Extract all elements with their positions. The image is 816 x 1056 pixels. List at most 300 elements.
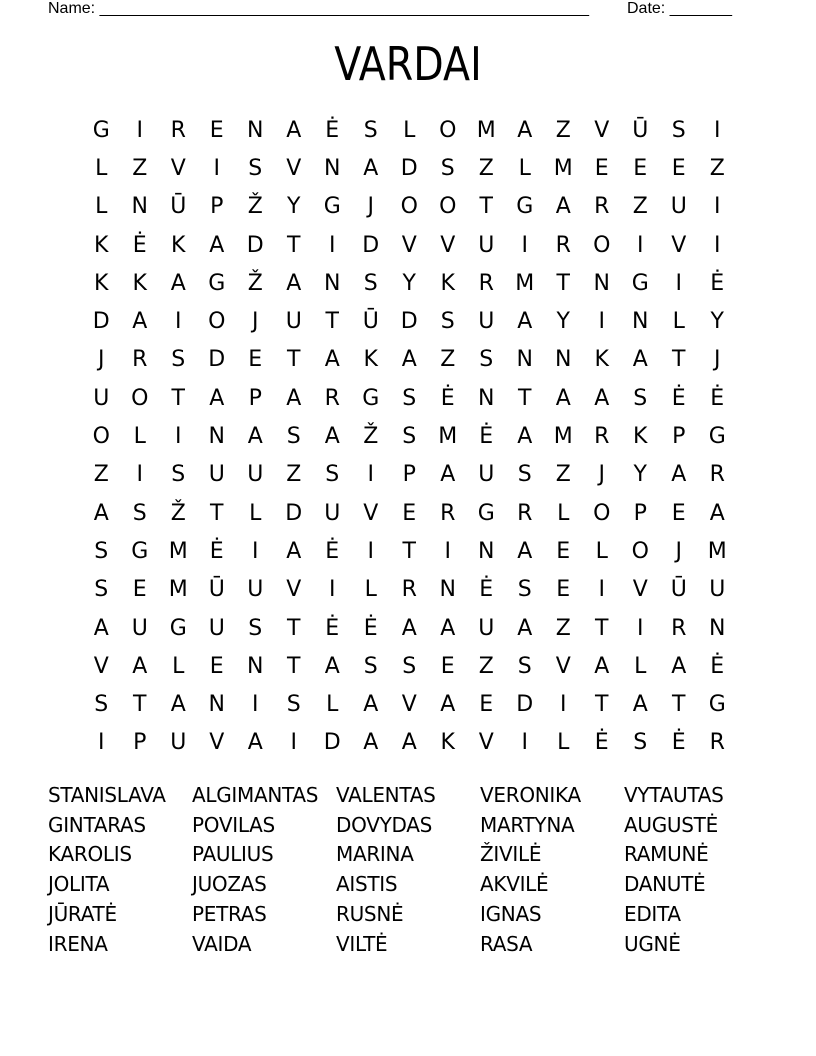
- grid-letter[interactable]: A: [286, 117, 302, 143]
- grid-letter[interactable]: S: [94, 538, 109, 564]
- grid-letter[interactable]: A: [132, 309, 148, 335]
- grid-letter[interactable]: E: [594, 155, 609, 181]
- grid-letter[interactable]: Ė: [710, 385, 725, 411]
- grid-letter[interactable]: T: [479, 194, 493, 220]
- grid-letter[interactable]: Ū: [670, 577, 687, 603]
- grid-letter[interactable]: O: [593, 500, 611, 526]
- grid-letter[interactable]: A: [170, 692, 186, 718]
- grid-letter[interactable]: D: [285, 500, 303, 526]
- grid-letter[interactable]: I: [175, 309, 182, 335]
- grid-letter[interactable]: M: [515, 270, 535, 296]
- grid-letter[interactable]: E: [248, 347, 263, 373]
- grid-letter[interactable]: T: [595, 692, 609, 718]
- grid-letter[interactable]: R: [170, 117, 186, 143]
- grid-letter[interactable]: A: [286, 385, 302, 411]
- grid-letter[interactable]: Ė: [325, 615, 340, 641]
- grid-letter[interactable]: S: [286, 424, 301, 450]
- grid-letter[interactable]: L: [133, 424, 146, 450]
- grid-letter[interactable]: A: [517, 309, 533, 335]
- word-list-item: PETRAS: [192, 902, 267, 927]
- grid-letter[interactable]: U: [247, 462, 264, 488]
- grid-letter[interactable]: P: [248, 385, 262, 411]
- grid-letter[interactable]: I: [367, 538, 374, 564]
- grid-letter[interactable]: R: [517, 500, 533, 526]
- grid-letter[interactable]: V: [93, 653, 109, 679]
- grid-letter[interactable]: R: [132, 347, 148, 373]
- grid-letter[interactable]: M: [707, 538, 727, 564]
- grid-letter[interactable]: Y: [287, 194, 301, 220]
- grid-letter[interactable]: G: [362, 385, 380, 411]
- grid-letter[interactable]: S: [248, 615, 263, 641]
- grid-letter[interactable]: A: [363, 692, 379, 718]
- grid-letter[interactable]: D: [362, 232, 380, 258]
- grid-letter[interactable]: E: [671, 500, 686, 526]
- grid-letter[interactable]: A: [632, 347, 648, 373]
- grid-letter[interactable]: N: [478, 538, 495, 564]
- grid-letter[interactable]: I: [367, 462, 374, 488]
- grid-letter[interactable]: G: [208, 270, 226, 296]
- grid-letter[interactable]: D: [400, 155, 418, 181]
- grid-letter[interactable]: S: [171, 462, 186, 488]
- grid-letter[interactable]: V: [555, 653, 571, 679]
- grid-letter[interactable]: T: [287, 347, 301, 373]
- grid-letter[interactable]: D: [323, 730, 341, 756]
- grid-letter[interactable]: Ū: [632, 117, 649, 143]
- grid-letter[interactable]: A: [440, 692, 456, 718]
- grid-letter[interactable]: R: [709, 462, 725, 488]
- grid-letter[interactable]: I: [714, 232, 721, 258]
- grid-letter[interactable]: A: [555, 194, 571, 220]
- grid-letter[interactable]: O: [131, 385, 149, 411]
- grid-letter[interactable]: T: [287, 653, 301, 679]
- grid-letter[interactable]: A: [209, 385, 225, 411]
- grid-letter[interactable]: T: [287, 615, 301, 641]
- grid-letter[interactable]: U: [478, 232, 495, 258]
- grid-letter[interactable]: N: [555, 347, 572, 373]
- grid-letter[interactable]: A: [594, 653, 610, 679]
- grid-letter[interactable]: S: [363, 653, 378, 679]
- grid-letter[interactable]: S: [671, 117, 686, 143]
- grid-letter[interactable]: I: [329, 232, 336, 258]
- grid-letter[interactable]: M: [438, 424, 458, 450]
- grid-letter[interactable]: Z: [132, 155, 148, 181]
- grid-letter[interactable]: I: [714, 117, 721, 143]
- word-list-item: ALGIMANTAS: [192, 782, 319, 807]
- grid-letter[interactable]: Ė: [363, 615, 378, 641]
- grid-letter[interactable]: R: [594, 194, 610, 220]
- grid-letter[interactable]: A: [247, 730, 263, 756]
- grid-letter[interactable]: P: [210, 194, 224, 220]
- grid-letter[interactable]: A: [440, 462, 456, 488]
- grid-letter[interactable]: V: [632, 577, 648, 603]
- grid-letter[interactable]: J: [675, 538, 682, 564]
- grid-letter[interactable]: A: [93, 500, 109, 526]
- grid-letter[interactable]: D: [208, 347, 226, 373]
- grid-letter[interactable]: S: [402, 653, 417, 679]
- grid-letter[interactable]: A: [324, 347, 340, 373]
- grid-letter[interactable]: A: [401, 347, 417, 373]
- grid-letter[interactable]: T: [595, 615, 609, 641]
- grid-letter[interactable]: L: [172, 653, 185, 679]
- grid-letter[interactable]: O: [208, 309, 226, 335]
- grid-letter[interactable]: N: [131, 194, 148, 220]
- grid-letter[interactable]: M: [168, 577, 188, 603]
- grid-letter[interactable]: K: [94, 270, 109, 296]
- word-list-item: IRENA: [48, 931, 108, 956]
- grid-letter[interactable]: A: [286, 270, 302, 296]
- grid-letter[interactable]: K: [171, 232, 186, 258]
- grid-letter[interactable]: R: [478, 270, 494, 296]
- grid-letter[interactable]: N: [324, 155, 341, 181]
- grid-letter[interactable]: U: [93, 385, 110, 411]
- grid-letter[interactable]: A: [671, 462, 687, 488]
- grid-letter[interactable]: S: [363, 270, 378, 296]
- grid-letter[interactable]: S: [132, 500, 147, 526]
- grid-letter[interactable]: K: [594, 347, 609, 373]
- grid-letter[interactable]: R: [401, 577, 417, 603]
- grid-letter[interactable]: E: [671, 155, 686, 181]
- grid-letter[interactable]: L: [557, 500, 570, 526]
- grid-letter[interactable]: M: [476, 117, 496, 143]
- grid-letter[interactable]: M: [553, 424, 573, 450]
- grid-letter[interactable]: A: [170, 270, 186, 296]
- grid-letter[interactable]: S: [517, 462, 532, 488]
- grid-letter[interactable]: E: [132, 577, 147, 603]
- grid-letter[interactable]: V: [209, 730, 225, 756]
- grid-letter[interactable]: O: [439, 194, 457, 220]
- date-field-label: Date: _______: [627, 0, 732, 17]
- grid-letter[interactable]: Ž: [170, 500, 186, 526]
- grid-letter[interactable]: Y: [402, 270, 416, 296]
- grid-letter[interactable]: E: [402, 500, 417, 526]
- grid-letter[interactable]: A: [324, 424, 340, 450]
- grid-letter[interactable]: U: [131, 615, 148, 641]
- grid-letter[interactable]: L: [634, 653, 647, 679]
- grid-letter[interactable]: S: [633, 385, 648, 411]
- grid-letter[interactable]: Y: [710, 309, 724, 335]
- grid-letter[interactable]: T: [287, 232, 301, 258]
- grid-letter[interactable]: Ž: [247, 194, 263, 220]
- grid-letter[interactable]: J: [367, 194, 374, 220]
- grid-letter[interactable]: I: [252, 538, 259, 564]
- grid-letter[interactable]: U: [478, 462, 495, 488]
- grid-letter[interactable]: V: [286, 577, 302, 603]
- grid-letter[interactable]: G: [708, 692, 726, 718]
- grid-letter[interactable]: S: [171, 347, 186, 373]
- grid-letter[interactable]: G: [323, 194, 341, 220]
- grid-letter[interactable]: G: [92, 117, 110, 143]
- grid-letter[interactable]: R: [324, 385, 340, 411]
- grid-letter[interactable]: L: [403, 117, 416, 143]
- grid-letter[interactable]: Ė: [325, 538, 340, 564]
- grid-letter[interactable]: A: [594, 385, 610, 411]
- grid-letter[interactable]: L: [95, 194, 108, 220]
- grid-letter[interactable]: Z: [440, 347, 456, 373]
- grid-letter[interactable]: Ė: [671, 385, 686, 411]
- grid-letter[interactable]: Ū: [362, 309, 379, 335]
- grid-letter[interactable]: R: [709, 730, 725, 756]
- grid-letter[interactable]: Ė: [710, 653, 725, 679]
- grid-letter[interactable]: M: [168, 538, 188, 564]
- grid-letter[interactable]: A: [440, 615, 456, 641]
- grid-letter[interactable]: L: [595, 538, 608, 564]
- word-list-item: VERONIKA: [480, 782, 581, 807]
- word-list-item: JŪRATĖ: [48, 902, 117, 927]
- grid-letter[interactable]: S: [479, 347, 494, 373]
- grid-letter[interactable]: A: [132, 653, 148, 679]
- grid-letter[interactable]: N: [324, 270, 341, 296]
- grid-letter[interactable]: I: [637, 232, 644, 258]
- grid-letter[interactable]: I: [252, 692, 259, 718]
- grid-letter[interactable]: A: [401, 730, 417, 756]
- grid-letter[interactable]: K: [363, 347, 378, 373]
- grid-letter[interactable]: G: [169, 615, 187, 641]
- grid-letter[interactable]: V: [170, 155, 186, 181]
- grid-letter[interactable]: A: [517, 538, 533, 564]
- grid-letter[interactable]: V: [671, 232, 687, 258]
- grid-letter[interactable]: K: [633, 424, 648, 450]
- grid-letter[interactable]: I: [714, 194, 721, 220]
- grid-letter[interactable]: Y: [633, 462, 647, 488]
- grid-letter[interactable]: E: [479, 692, 494, 718]
- grid-letter[interactable]: Z: [286, 462, 302, 488]
- grid-letter[interactable]: O: [400, 194, 418, 220]
- grid-letter[interactable]: I: [521, 730, 528, 756]
- grid-letter[interactable]: I: [444, 538, 451, 564]
- grid-letter[interactable]: N: [593, 270, 610, 296]
- grid-letter[interactable]: O: [92, 424, 110, 450]
- grid-letter[interactable]: J: [598, 462, 605, 488]
- grid-letter[interactable]: V: [286, 155, 302, 181]
- grid-letter[interactable]: S: [633, 730, 648, 756]
- grid-letter[interactable]: D: [246, 232, 264, 258]
- word-list-item: STANISLAVA: [48, 782, 166, 807]
- grid-letter[interactable]: L: [326, 692, 339, 718]
- grid-letter[interactable]: N: [247, 653, 264, 679]
- grid-letter[interactable]: I: [136, 117, 143, 143]
- grid-letter[interactable]: K: [94, 232, 109, 258]
- grid-letter[interactable]: O: [439, 117, 457, 143]
- grid-letter[interactable]: I: [136, 462, 143, 488]
- grid-letter[interactable]: U: [247, 577, 264, 603]
- grid-letter[interactable]: E: [556, 538, 571, 564]
- grid-letter[interactable]: Ū: [208, 577, 225, 603]
- grid-letter[interactable]: Ž: [247, 270, 263, 296]
- grid-letter[interactable]: A: [363, 730, 379, 756]
- grid-letter[interactable]: A: [517, 117, 533, 143]
- grid-letter[interactable]: U: [709, 577, 726, 603]
- grid-letter[interactable]: L: [518, 155, 531, 181]
- grid-letter[interactable]: L: [672, 309, 685, 335]
- grid-letter[interactable]: E: [209, 117, 224, 143]
- grid-letter[interactable]: P: [402, 462, 416, 488]
- grid-letter[interactable]: I: [175, 424, 182, 450]
- grid-letter[interactable]: A: [209, 232, 225, 258]
- grid-letter[interactable]: Z: [478, 653, 494, 679]
- grid-letter[interactable]: Ė: [479, 577, 494, 603]
- grid-letter[interactable]: U: [285, 309, 302, 335]
- grid-letter[interactable]: R: [440, 500, 456, 526]
- grid-letter[interactable]: E: [633, 155, 648, 181]
- grid-letter[interactable]: I: [675, 270, 682, 296]
- grid-letter[interactable]: U: [478, 309, 495, 335]
- grid-letter[interactable]: A: [709, 500, 725, 526]
- grid-letter[interactable]: S: [517, 577, 532, 603]
- grid-letter[interactable]: J: [98, 347, 105, 373]
- grid-letter[interactable]: A: [401, 615, 417, 641]
- grid-letter[interactable]: A: [93, 615, 109, 641]
- grid-letter[interactable]: I: [290, 730, 297, 756]
- grid-letter[interactable]: J: [714, 347, 721, 373]
- grid-letter[interactable]: T: [672, 692, 686, 718]
- grid-letter[interactable]: S: [440, 155, 455, 181]
- grid-letter[interactable]: G: [131, 538, 149, 564]
- grid-letter[interactable]: N: [208, 692, 225, 718]
- grid-letter[interactable]: S: [402, 385, 417, 411]
- grid-letter[interactable]: A: [286, 538, 302, 564]
- grid-letter[interactable]: P: [133, 730, 147, 756]
- grid-letter[interactable]: Z: [93, 462, 109, 488]
- grid-letter[interactable]: U: [208, 462, 225, 488]
- grid-letter[interactable]: Ė: [440, 385, 455, 411]
- word-list-item: MARINA: [336, 842, 414, 867]
- grid-letter[interactable]: A: [517, 615, 533, 641]
- grid-letter[interactable]: U: [170, 730, 187, 756]
- grid-letter[interactable]: K: [440, 730, 455, 756]
- grid-letter[interactable]: E: [440, 653, 455, 679]
- grid-letter[interactable]: T: [133, 692, 147, 718]
- grid-letter[interactable]: A: [517, 424, 533, 450]
- grid-letter[interactable]: V: [440, 232, 456, 258]
- grid-letter[interactable]: Z: [632, 194, 648, 220]
- grid-letter[interactable]: Y: [556, 309, 570, 335]
- grid-letter[interactable]: Z: [555, 117, 571, 143]
- grid-letter[interactable]: S: [94, 577, 109, 603]
- grid-letter[interactable]: V: [401, 692, 417, 718]
- grid-letter[interactable]: Ė: [594, 730, 609, 756]
- grid-letter[interactable]: L: [557, 730, 570, 756]
- word-list-item: UGNĖ: [624, 931, 681, 956]
- grid-letter[interactable]: Ė: [132, 232, 147, 258]
- grid-letter[interactable]: T: [210, 500, 224, 526]
- grid-letter[interactable]: N: [516, 347, 533, 373]
- grid-letter[interactable]: A: [632, 692, 648, 718]
- grid-letter[interactable]: Z: [555, 462, 571, 488]
- grid-letter[interactable]: I: [560, 692, 567, 718]
- grid-letter[interactable]: I: [329, 577, 336, 603]
- grid-letter[interactable]: E: [556, 577, 571, 603]
- grid-letter[interactable]: R: [555, 232, 571, 258]
- grid-letter[interactable]: M: [553, 155, 573, 181]
- word-list-item: VYTAUTAS: [624, 782, 724, 807]
- grid-letter[interactable]: I: [521, 232, 528, 258]
- grid-letter[interactable]: N: [439, 577, 456, 603]
- grid-letter[interactable]: D: [400, 309, 418, 335]
- grid-letter[interactable]: V: [363, 500, 379, 526]
- grid-letter[interactable]: A: [363, 155, 379, 181]
- grid-letter[interactable]: G: [631, 270, 649, 296]
- grid-letter[interactable]: P: [672, 424, 686, 450]
- grid-letter[interactable]: Z: [555, 615, 571, 641]
- grid-letter[interactable]: Ė: [710, 270, 725, 296]
- grid-letter[interactable]: V: [401, 232, 417, 258]
- grid-letter[interactable]: A: [324, 653, 340, 679]
- grid-letter[interactable]: S: [94, 692, 109, 718]
- grid-letter[interactable]: I: [598, 309, 605, 335]
- grid-letter[interactable]: I: [213, 155, 220, 181]
- grid-letter[interactable]: S: [517, 653, 532, 679]
- grid-letter[interactable]: A: [671, 653, 687, 679]
- grid-letter[interactable]: G: [708, 424, 726, 450]
- grid-letter[interactable]: A: [247, 424, 263, 450]
- grid-letter[interactable]: G: [477, 500, 495, 526]
- grid-letter[interactable]: Ė: [209, 538, 224, 564]
- grid-letter[interactable]: L: [249, 500, 262, 526]
- grid-letter[interactable]: S: [440, 309, 455, 335]
- grid-letter[interactable]: Z: [478, 155, 494, 181]
- grid-letter[interactable]: A: [555, 385, 571, 411]
- grid-letter[interactable]: U: [670, 194, 687, 220]
- grid-letter[interactable]: D: [516, 692, 534, 718]
- grid-letter[interactable]: V: [594, 117, 610, 143]
- grid-letter[interactable]: P: [633, 500, 647, 526]
- grid-letter[interactable]: T: [518, 385, 532, 411]
- grid-letter[interactable]: Ė: [671, 730, 686, 756]
- grid-letter[interactable]: O: [631, 538, 649, 564]
- grid-letter[interactable]: K: [132, 270, 147, 296]
- grid-letter[interactable]: S: [286, 692, 301, 718]
- grid-letter[interactable]: I: [598, 577, 605, 603]
- word-list-item: AISTIS: [336, 872, 398, 897]
- grid-letter[interactable]: Ū: [170, 194, 187, 220]
- grid-letter[interactable]: N: [478, 385, 495, 411]
- grid-letter[interactable]: L: [364, 577, 377, 603]
- grid-letter[interactable]: N: [208, 424, 225, 450]
- grid-letter[interactable]: S: [325, 462, 340, 488]
- grid-letter[interactable]: Ž: [363, 424, 379, 450]
- grid-letter[interactable]: R: [594, 424, 610, 450]
- grid-letter[interactable]: D: [92, 309, 110, 335]
- grid-letter[interactable]: U: [324, 500, 341, 526]
- grid-letter[interactable]: Z: [709, 155, 725, 181]
- grid-letter[interactable]: O: [593, 232, 611, 258]
- grid-letter[interactable]: J: [252, 309, 259, 335]
- grid-letter[interactable]: T: [325, 309, 339, 335]
- grid-letter[interactable]: N: [632, 309, 649, 335]
- grid-letter[interactable]: Ė: [479, 424, 494, 450]
- grid-letter[interactable]: I: [637, 615, 644, 641]
- grid-letter[interactable]: S: [248, 155, 263, 181]
- grid-letter[interactable]: E: [209, 653, 224, 679]
- grid-letter[interactable]: I: [98, 730, 105, 756]
- grid-letter[interactable]: U: [208, 615, 225, 641]
- grid-letter[interactable]: G: [516, 194, 534, 220]
- grid-letter[interactable]: S: [363, 117, 378, 143]
- grid-letter[interactable]: T: [556, 270, 570, 296]
- grid-letter[interactable]: R: [671, 615, 687, 641]
- grid-letter[interactable]: K: [440, 270, 455, 296]
- grid-letter[interactable]: N: [709, 615, 726, 641]
- grid-letter[interactable]: Ė: [325, 117, 340, 143]
- grid-letter[interactable]: T: [171, 385, 185, 411]
- grid-letter[interactable]: S: [402, 424, 417, 450]
- grid-letter[interactable]: L: [95, 155, 108, 181]
- grid-letter[interactable]: U: [478, 615, 495, 641]
- grid-letter[interactable]: T: [402, 538, 416, 564]
- grid-letter[interactable]: V: [478, 730, 494, 756]
- grid-letter[interactable]: N: [247, 117, 264, 143]
- grid-letter[interactable]: T: [672, 347, 686, 373]
